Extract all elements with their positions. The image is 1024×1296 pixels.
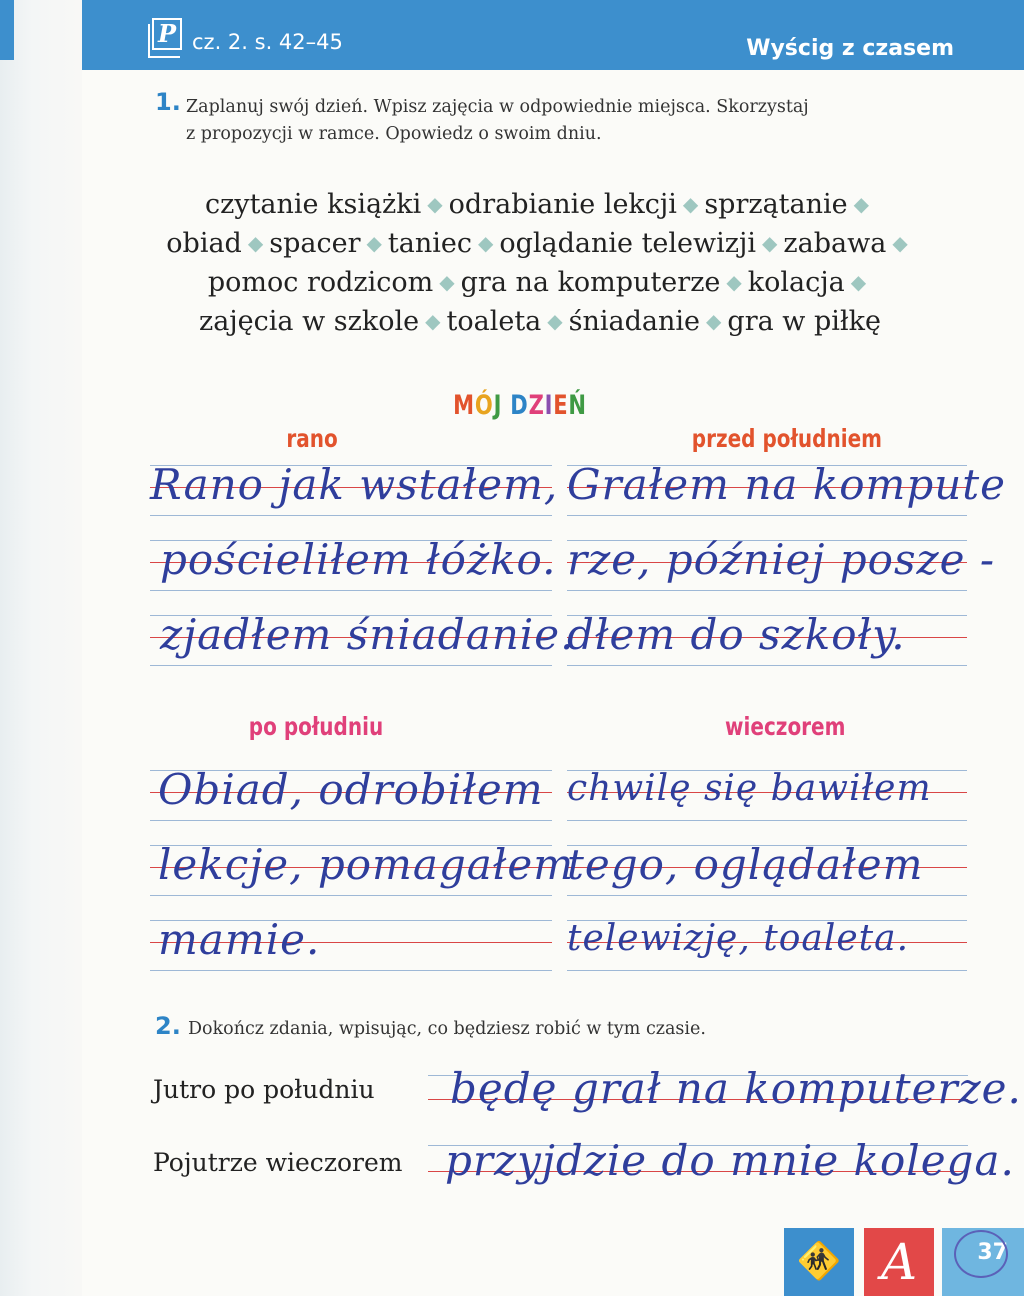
handwriting-po-2: lekcje, pomagałem (158, 840, 575, 889)
handwriting-rano-2: pościeliłem łóżko. (160, 535, 557, 584)
diamond-icon: ◆ (439, 270, 455, 294)
page-binding (0, 0, 82, 1296)
diamond-icon: ◆ (425, 309, 441, 333)
word: taniec (387, 228, 472, 259)
section-wieczorem-label: wieczorem (725, 712, 846, 741)
handwriting-po-3: mamie. (158, 915, 321, 964)
title-letter: M (453, 390, 475, 421)
task-1-instruction (186, 94, 809, 148)
letter-a-icon: A (864, 1228, 934, 1296)
handwriting-wieczorem-3: telewizję, toaleta. (567, 918, 910, 959)
word: kolacja (747, 267, 845, 298)
word: obiad (166, 228, 242, 259)
word: gra na komputerze (460, 267, 721, 298)
title-letter: Ń (568, 390, 587, 421)
sentence-2-label: Pojutrze wieczorem (153, 1148, 403, 1177)
diamond-icon: ◆ (892, 231, 908, 255)
handwriting-rano-3: zjadłem śniadanie. (160, 610, 575, 659)
task-1-instruction-line1: Zaplanuj swój dzień. Wpisz zajęcia w odpowiednie miejsca. Skorzystaj (186, 97, 809, 117)
handwriting-po-1: Obiad, odrobiłem (158, 765, 544, 814)
diamond-icon: ◆ (427, 192, 443, 216)
binding-tab (0, 0, 14, 60)
diamond-icon: ◆ (706, 309, 722, 333)
handwriting-rano-1: Rano jak wstałem, (150, 460, 559, 509)
section-rano-label: rano (286, 424, 338, 453)
title-letter: Z (528, 390, 545, 421)
word: czytanie książki (204, 189, 422, 220)
task-2-instruction: Dokończ zdania, wpisując, co będziesz robić w tym czasie. (188, 1019, 706, 1039)
diamond-icon: ◆ (853, 192, 870, 216)
word-row-4 (140, 303, 940, 342)
title-letter: I (544, 390, 554, 421)
diamond-icon: ◆ (247, 231, 264, 255)
diamond-icon: ◆ (726, 270, 742, 294)
word-row-2 (140, 225, 940, 264)
workbook-icon: P (152, 18, 182, 50)
sentence-1-label: Jutro po południu (153, 1075, 375, 1104)
my-day-title-text (453, 390, 587, 421)
title-letter (502, 390, 510, 421)
diamond-icon: ◆ (366, 231, 382, 255)
title-letter: J (493, 390, 503, 421)
title-letter: D (510, 390, 529, 421)
diamond-icon: ◆ (547, 309, 563, 333)
task-2-number: 2. (155, 1012, 181, 1040)
handwriting-przed-2: rze, później posze - (567, 535, 996, 584)
word: odrabianie lekcji (448, 189, 677, 220)
section-po-label: po południu (248, 712, 384, 741)
word: pomoc rodzicom (207, 267, 434, 298)
children-icon: 🚸 (784, 1228, 854, 1296)
handwritten-circle (954, 1230, 1008, 1278)
task-1-instruction-line2: z propozycji w ramce. Opowiedz o swoim dniu. (186, 124, 602, 144)
title-letter: E (553, 390, 569, 421)
sentence-2-answer: przyjdzie do mnie kolega. (445, 1136, 1015, 1185)
word: zabawa (783, 228, 887, 259)
section-przed-label: przed południem (691, 424, 882, 453)
handwriting-wieczorem-2: tego, oglądałem (567, 840, 924, 889)
diamond-icon: ◆ (762, 231, 778, 255)
word: oglądanie telewizji (499, 228, 757, 259)
word-row-3 (140, 264, 940, 303)
footer-icons (784, 1228, 1024, 1296)
chapter-title: Wyścig z czasem (746, 36, 954, 61)
my-day-title (442, 390, 598, 421)
word-row-1 (140, 186, 940, 225)
handwriting-przed-3: dłem do szkoły. (567, 610, 906, 659)
word: gra w piłkę (727, 306, 881, 337)
header-bar (82, 0, 1024, 70)
diamond-icon: ◆ (477, 231, 494, 255)
word: zajęcia w szkole (198, 306, 420, 337)
page-number: 37 (942, 1228, 1024, 1296)
word-bank (140, 186, 940, 342)
page-reference: cz. 2. s. 42–45 (192, 30, 343, 54)
task-1-number: 1. (155, 88, 181, 116)
word: sprzątanie (704, 189, 848, 220)
handwriting-przed-1: Grałem na kompute (567, 460, 1006, 509)
diamond-icon: ◆ (850, 270, 867, 294)
handwriting-wieczorem-1: chwilę się bawiłem (567, 768, 932, 809)
diamond-icon: ◆ (682, 192, 699, 216)
title-letter: Ó (474, 390, 494, 421)
sentence-1-answer: będę grał na komputerze. (450, 1064, 1022, 1113)
word: spacer (269, 228, 361, 259)
word: toaleta (446, 306, 542, 337)
word: śniadanie (568, 306, 701, 337)
